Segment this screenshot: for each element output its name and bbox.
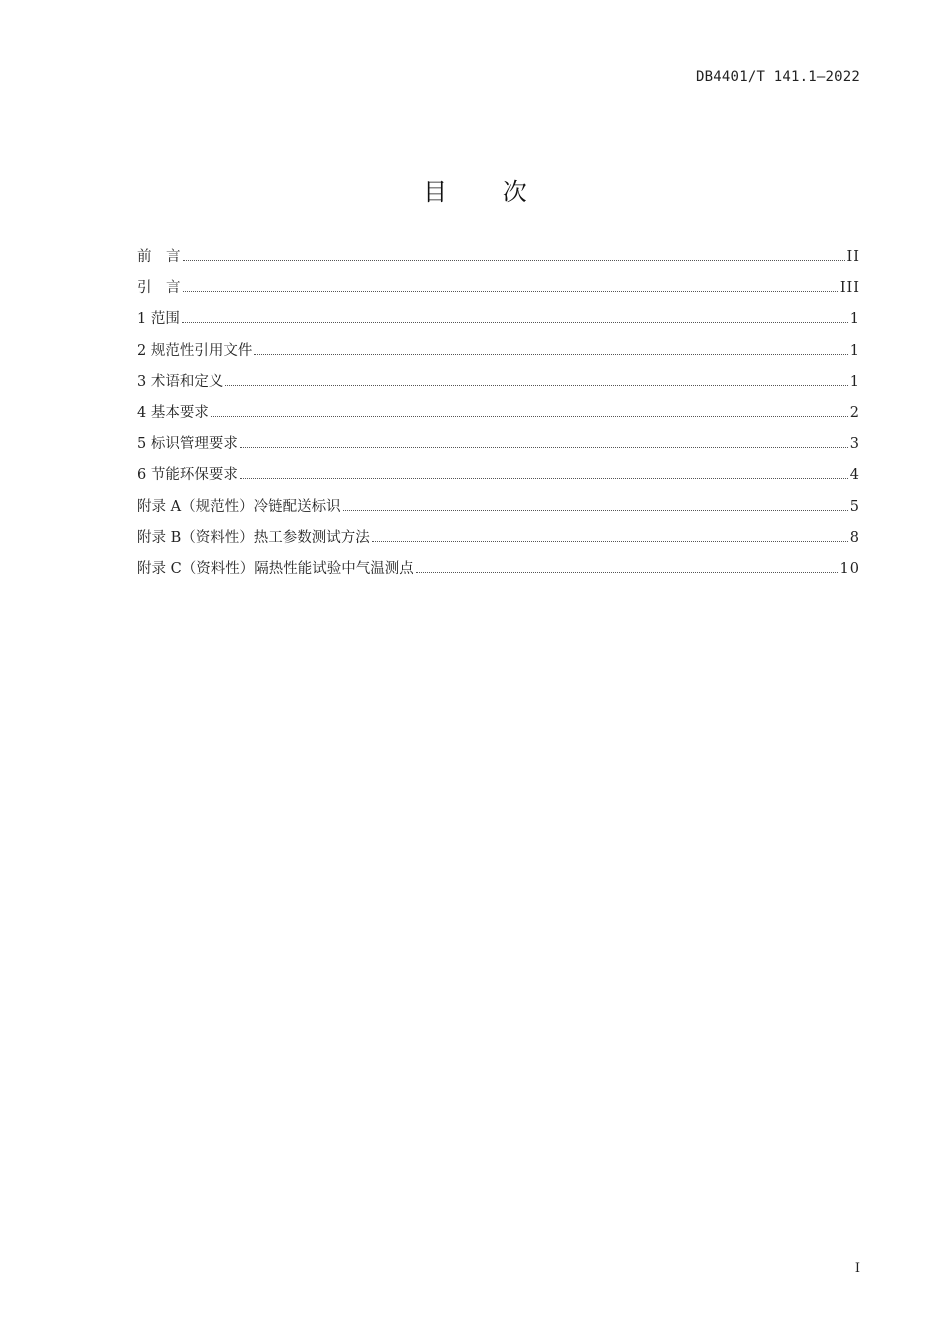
dot-leader <box>240 477 848 479</box>
toc-entry-page: 2 <box>849 404 860 421</box>
toc-entry-label: 附录 C（资料性）隔热性能试验中气温测点 <box>137 560 414 577</box>
toc-entry-label: 4 基本要求 <box>137 404 209 421</box>
toc-entry-page: 1 <box>849 311 860 328</box>
document-code: DB4401/T 141.1—2022 <box>696 69 860 85</box>
dot-leader <box>343 509 848 511</box>
toc-entry-page: 1 <box>849 342 860 359</box>
dot-leader <box>254 353 847 355</box>
page-number: I <box>854 1261 860 1276</box>
toc-entry-scope[interactable] <box>137 309 860 340</box>
toc-entry-page: 10 <box>839 560 860 577</box>
toc-entry-label: 附录 A（规范性）冷链配送标识 <box>137 498 341 515</box>
toc-entry-label: 3 术语和定义 <box>137 373 224 390</box>
toc-entry-appendix-a[interactable] <box>137 497 860 528</box>
toc-entry-basic-requirements[interactable] <box>137 403 860 434</box>
dot-leader <box>372 540 848 542</box>
toc-entry-energy-saving[interactable] <box>137 465 860 496</box>
toc-entry-label: 2 规范性引用文件 <box>137 342 253 359</box>
dot-leader <box>416 571 838 573</box>
toc-entry-label: 引 言 <box>137 280 181 297</box>
toc-entry-introduction[interactable] <box>137 278 860 309</box>
dot-leader <box>240 446 848 448</box>
toc-entry-label-management[interactable] <box>137 434 860 465</box>
toc-entry-page: III <box>839 280 860 297</box>
toc-entry-page: 4 <box>849 467 860 484</box>
toc-entry-page: 5 <box>849 498 860 515</box>
dot-leader <box>182 321 848 323</box>
toc-title: 目 次 <box>423 178 551 206</box>
toc-entry-normative-references[interactable] <box>137 341 860 372</box>
dot-leader <box>183 290 838 292</box>
toc-entry-page: 8 <box>849 529 860 546</box>
toc-entry-label: 1 范围 <box>137 311 180 328</box>
toc-list <box>137 247 860 590</box>
dot-leader <box>211 415 848 417</box>
toc-entry-page: II <box>846 249 860 265</box>
dot-leader <box>183 259 845 261</box>
toc-entry-label: 5 标识管理要求 <box>137 436 238 453</box>
toc-entry-page: 1 <box>849 373 860 390</box>
toc-entry-label: 6 节能环保要求 <box>137 467 238 484</box>
toc-entry-terms-definitions[interactable] <box>137 372 860 403</box>
toc-entry-label: 前 言 <box>137 249 181 265</box>
toc-entry-foreword[interactable] <box>137 247 860 278</box>
toc-entry-appendix-c[interactable] <box>137 559 860 590</box>
toc-entry-page: 3 <box>849 436 860 453</box>
toc-entry-appendix-b[interactable] <box>137 528 860 559</box>
dot-leader <box>225 384 847 386</box>
toc-entry-label: 附录 B（资料性）热工参数测试方法 <box>137 529 370 546</box>
